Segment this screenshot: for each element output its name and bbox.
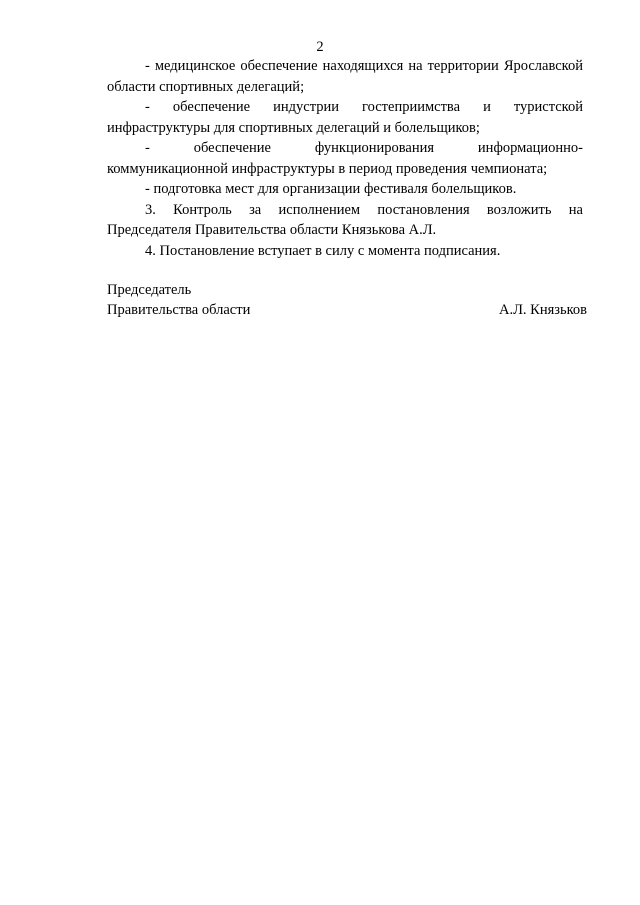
document-body xyxy=(107,56,583,261)
paragraph-fan-festival: - подготовка мест для организации фестиваля болельщиков. xyxy=(145,181,517,197)
paragraph-medical: - медицинское обеспечение находящихся на территории Ярославской области спортивных делегаций; xyxy=(107,58,583,95)
signatory-title-line1: Председатель xyxy=(107,282,192,298)
signatory-title-line2: Правительства области xyxy=(107,302,251,318)
paragraph-effective-date: 4. Постановление вступает в силу с момента подписания. xyxy=(145,242,501,259)
page-number: 2 xyxy=(316,39,324,55)
paragraph-ict: - обеспечение функционирования информационно-коммуникационной инфраструктуры в период проведения чемпионата; xyxy=(107,140,583,177)
signature-block xyxy=(107,280,587,320)
signature-line xyxy=(107,300,587,320)
signatory-name: А.Л. Князьков xyxy=(498,302,587,318)
paragraph-control: 3. Контроль за исполнением постановления возложить на Председателя Правительства области Князькова А.Л. xyxy=(107,201,583,238)
paragraph-hospitality: - обеспечение индустрии гостеприимства и туристской инфраструктуры для спортивных делегаций и болельщиков; xyxy=(107,99,583,136)
